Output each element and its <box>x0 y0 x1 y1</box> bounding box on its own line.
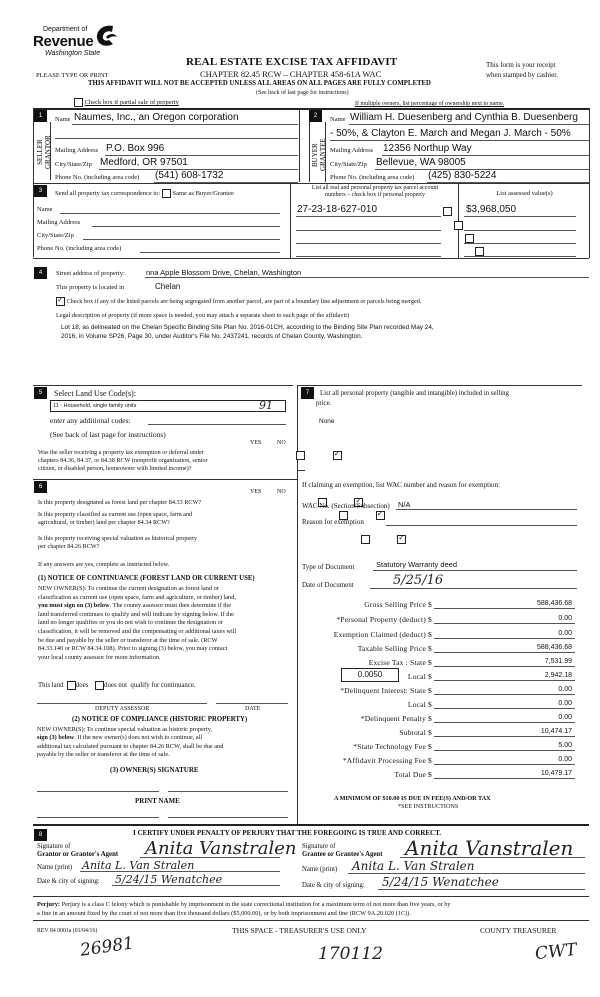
dollar-sign: $ <box>428 658 432 667</box>
notice1-l4: land transferred continues to qualify and will indicate by signing below. If the <box>38 610 234 618</box>
additional-codes-input[interactable] <box>148 424 286 425</box>
seller-mailing-address[interactable]: P.O. Box 996 <box>106 143 165 154</box>
grantee-sig-label-1: Signature of <box>302 843 336 850</box>
segregated-label: Check box if any of the listed parcels are being segregated from another parcel, are part of a boundary line adjustment or parcels being merged. <box>66 297 422 305</box>
s1-mailing-label: Mailing Address <box>55 147 99 154</box>
s5-yes-header: YES <box>250 440 262 446</box>
perjury-line1 <box>37 901 592 910</box>
owner-signature-2[interactable] <box>168 791 288 792</box>
section-1-badge: 1 <box>34 110 47 122</box>
s3-name-label: Name <box>37 206 53 213</box>
s2-name-line2 <box>330 140 589 141</box>
dollar-sign: $ <box>428 686 432 695</box>
s5-see-back: (See back of last page for instructions) <box>50 430 166 439</box>
dollar-sign: $ <box>428 742 432 751</box>
grantee-date-city[interactable]: 5/24/15 Wenatchee <box>382 875 499 889</box>
assessed-value-1[interactable]: $3,968,050 <box>466 204 517 215</box>
perjury-l1-text: Perjury is a class C felony which is punishable by imprisonment in the state correctional institution for a maximum term of not more than five years, or by <box>61 901 451 908</box>
located-city[interactable]: Chelan <box>155 282 181 291</box>
handwritten-number-center: 170112 <box>318 944 383 964</box>
assessed-header: List assessed value(s) <box>496 190 553 197</box>
s1-s2-divider <box>299 108 300 182</box>
owner-signature-1[interactable] <box>37 791 159 792</box>
grantor-print-name[interactable]: Anita L. Van Stralen <box>82 859 195 872</box>
s1-name-label: Name <box>55 116 71 123</box>
notice1-l5: land no longer qualifies or you do not wish to continue the designation or <box>38 619 223 627</box>
section-3-badge: 3 <box>34 185 47 197</box>
s7-top-border <box>297 385 582 386</box>
section-2-badge: 2 <box>309 110 322 122</box>
street-label: Street address of property: <box>56 270 125 277</box>
send-correspondence-label <box>55 189 234 198</box>
dor-logo <box>33 24 128 64</box>
grantee-date-label: Date & city of signing: <box>302 882 365 889</box>
tax-value[interactable]: 0.00 <box>434 628 575 639</box>
notice1-l9: your local county assessor for more information. <box>38 653 161 661</box>
dollar-sign: $ <box>428 756 432 765</box>
tax-row-excise-local <box>300 670 590 684</box>
continuance-row <box>38 681 196 690</box>
s6-q3-no-checkbox[interactable] <box>397 535 406 544</box>
frame-right <box>589 108 590 258</box>
wac-value[interactable]: N/A <box>398 500 411 509</box>
s5-q-line1: Was the seller receiving a property tax exemption or deferral under <box>38 449 204 456</box>
grantor-sig-line <box>140 857 280 858</box>
s3-bottom-border <box>33 258 589 259</box>
tax-label: Subtotal <box>399 728 426 737</box>
legal-description-line1[interactable]: Lot 18, as delineated on the Chelan Specific Binding Site Plan No. 2016-01CH, according to the Binding Site Plan recorded May 24, <box>61 324 434 331</box>
notice1-l8: 84.33.140 or RCW 84.34.108). Prior to signing (3) below, you may contact <box>38 645 228 653</box>
street-line <box>145 277 589 278</box>
s6-q2-no-checkbox[interactable] <box>376 511 385 520</box>
tax-label: *Personal Property (deduct) <box>336 615 426 624</box>
multiple-owners-note: If multiple owners, list percentage of ownership next to name. <box>355 101 505 107</box>
s6-q2-line2: agricultural, or timber) land per chapter 84.34 RCW? <box>38 519 170 526</box>
tax-value[interactable]: 10,474.17 <box>434 726 575 737</box>
notice1-l3-bold: you must sign on (3) below <box>38 602 110 610</box>
land-use-value: 11 - Household, single family units <box>53 403 137 409</box>
does-not-qualify-checkbox[interactable] <box>95 681 104 690</box>
tax-label: Total Due <box>394 770 426 779</box>
receipt-note-1: This form is your receipt <box>486 61 556 69</box>
legal-description-line2[interactable]: 2016, in Volume SP26, Page 30, under Auditor's File No. 2437241, records of Chelan County, Washington. <box>61 333 363 340</box>
s1-phone-label: Phone No. (including area code) <box>55 174 140 181</box>
located-label: This property is located in <box>56 284 125 291</box>
grantee-label: GRANTEE <box>319 138 327 172</box>
tax-row-total-due <box>300 768 590 782</box>
tax-label: Exemption Claimed (deduct) <box>333 630 426 639</box>
grantor-label: GRANTOR <box>44 135 52 170</box>
s6-q2-line1: Is this property classified as current use (open space, farm and <box>38 511 193 518</box>
grantee-date-line <box>378 889 585 890</box>
tax-value[interactable]: 0.00 <box>434 754 575 765</box>
wac-line <box>396 509 577 510</box>
tax-row-personal-property <box>300 613 590 627</box>
grantor-date-line <box>112 885 280 886</box>
personal-property-value[interactable]: None <box>319 418 335 425</box>
tax-value[interactable]: 5.00 <box>434 740 575 751</box>
partial-sale-label: Check box if partial sale of property <box>84 98 179 106</box>
warning-text: THIS AFFIDAVIT WILL NOT BE ACCEPTED UNLESS ALL AREAS ON ALL PAGES ARE FULLY COMPLETED <box>88 80 431 87</box>
s3-city-input[interactable] <box>83 239 280 240</box>
logo-line1: Department of <box>43 26 88 33</box>
treasurer-use-only: THIS SPACE - TREASURER'S USE ONLY <box>232 926 367 935</box>
personal-property-label: List all personal property (tangible and intangible) included in selling <box>320 390 509 397</box>
grantor-date-city[interactable]: 5/24/15 Wenatchee <box>115 873 223 886</box>
notice-continuance-body <box>38 585 296 662</box>
section-4-badge: 4 <box>34 267 47 279</box>
dollar-sign: $ <box>428 630 432 639</box>
notice1-l3 <box>38 602 296 611</box>
buyer-name[interactable]: William H. Duesenberg and Cynthia B. Duesenberg <box>350 112 578 123</box>
seller-label: SELLER <box>36 139 44 166</box>
notice2-l2-rest: . If the new owner(s) does not wish to continue, all <box>74 734 203 742</box>
seller-name[interactable]: Naumes, Inc., an Oregon corporation <box>74 112 239 123</box>
section-5-badge: 5 <box>34 387 47 399</box>
tax-value[interactable]: 10,479.17 <box>434 768 575 779</box>
parcel-header-line1: List all real and personal property tax parcel account <box>311 185 439 191</box>
doc-date-label: Date of Document <box>302 581 354 589</box>
s1-name-line2 <box>55 138 298 139</box>
value-line-1 <box>464 216 576 217</box>
grantor-sig-label <box>37 843 118 859</box>
handwritten-initials: CWT <box>534 939 578 965</box>
does-not-label: does not <box>104 682 128 690</box>
tax-row-delinquent-penalty <box>300 712 590 726</box>
print-name-label: PRINT NAME <box>135 797 180 805</box>
parcel-header-line2: numbers – check box if personal property <box>325 192 425 198</box>
notice1-l3-rest: . The county assessor must then determine if the <box>109 602 231 610</box>
doc-date-value[interactable]: 5/25/16 <box>393 573 444 588</box>
segregated-row[interactable] <box>56 297 421 306</box>
please-type-note: PLEASE TYPE OR PRINT <box>36 72 109 79</box>
s3-phone-label: Phone No. (including area code) <box>37 245 122 252</box>
dollar-sign: $ <box>428 615 432 624</box>
owner-print-name-1[interactable] <box>37 817 159 818</box>
s2-name-line <box>349 124 589 125</box>
buyer-grantee-label <box>311 135 325 175</box>
grantor-sig-label-2: Grantor or Grantor's Agent <box>37 851 119 858</box>
exemption-label: If claiming an exemption, list WAC number and reason for exemption: <box>302 481 500 489</box>
s3-mailing-label: Mailing Address <box>37 219 81 226</box>
buyer-label: BUYER <box>311 143 319 167</box>
street-address[interactable]: nna Apple Blossom Drive, Chelan, Washington <box>146 268 302 277</box>
tax-label: Local <box>407 700 426 709</box>
notice2-l2-bold: sign (3) below <box>37 734 75 742</box>
dollar-sign: $ <box>428 700 432 709</box>
assessed-value-3[interactable] <box>464 243 576 244</box>
doc-type-label: Type of Document <box>302 563 355 571</box>
section-6-badge: 6 <box>34 481 47 493</box>
notice-continuance-title: (1) NOTICE OF CONTINUANCE (FOREST LAND OR CURRENT USE) <box>38 575 255 582</box>
additional-codes-label: enter any additional codes: <box>50 416 131 425</box>
certify-statement: I CERTIFY UNDER PENALTY OF PERJURY THAT THE FOREGOING IS TRUE AND CORRECT. <box>133 829 442 837</box>
parcel-header <box>292 185 458 199</box>
segregated-checkbox[interactable] <box>56 297 65 306</box>
s3-mailing-input[interactable] <box>92 226 280 227</box>
local-rate-box[interactable]: 0.0050 <box>341 668 399 682</box>
tax-label: Taxable Selling Price <box>357 644 426 653</box>
notice-compliance-body <box>37 726 295 760</box>
grantee-name-line <box>348 873 585 874</box>
tax-row-gross <box>300 598 590 612</box>
s6-q3-line2: per chapter 84.26 RCW? <box>38 543 100 550</box>
land-use-label: Select Land Use Code(s): <box>54 389 136 398</box>
s6-q3-yes-checkbox[interactable] <box>361 535 370 544</box>
owner-print-name-2[interactable] <box>168 817 288 818</box>
s5-q-line3: citizen, or disabled person, homeowner with limited income)? <box>38 465 192 472</box>
s8-top-border <box>33 824 589 826</box>
tax-value[interactable]: 0.00 <box>434 712 575 723</box>
s1-name-line <box>72 124 298 125</box>
buyer-city-state-zip[interactable]: Bellevue, WA 98005 <box>376 157 466 168</box>
grantee-print-name[interactable]: Anita L. Van Stralen <box>352 859 475 873</box>
wac-label: WAC No. (Section/Subsection) <box>302 502 390 510</box>
personal-property-label-2: price. <box>316 400 332 407</box>
doc-date-line <box>370 588 577 589</box>
form-number: REV 84 0001a (01/04/16) <box>37 928 98 934</box>
tax-value[interactable]: 0.00 <box>434 698 575 709</box>
s6-q3 <box>38 535 197 551</box>
send-correspondence-text: Send all property tax correspondence to: <box>55 189 161 197</box>
assessed-value-2[interactable] <box>464 230 576 231</box>
notice1-l7: be due and payable by the seller or transferor at the time of sale. (RCW <box>38 636 218 644</box>
instructions-note: (See back of last page for instructions) <box>256 90 349 96</box>
does-label: does <box>75 682 89 690</box>
see-instructions-note: *SEE INSTRUCTIONS <box>398 803 459 810</box>
dollar-sign: $ <box>428 728 432 737</box>
parcel-1-personal-checkbox[interactable] <box>443 207 452 216</box>
s6-q2 <box>38 511 192 527</box>
tax-label: *Delinquent Interest: State <box>340 686 426 695</box>
dollar-sign: $ <box>428 644 432 653</box>
logo-line3: Washington State <box>45 50 101 57</box>
s3-parcel-divider <box>290 183 291 258</box>
perjury-bold: Perjury: <box>37 901 61 908</box>
tax-value[interactable]: 0.00 <box>434 613 575 624</box>
dollar-sign: $ <box>428 600 432 609</box>
s5-question <box>38 449 248 473</box>
tax-row-tech-fee <box>300 740 590 754</box>
partial-sale-checkbox[interactable] <box>74 98 83 107</box>
qualify-label: qualify for continuance. <box>130 682 196 690</box>
buyer-name-line2[interactable]: - 50%, & Clayton E. March and Megan J. March - 50% <box>330 128 571 139</box>
s5-no-checkbox[interactable] <box>333 451 342 460</box>
dollar-sign: $ <box>428 672 432 681</box>
this-land-label: This land <box>38 682 64 690</box>
s6-no-header: NO <box>277 489 286 495</box>
tax-label: *State Technology Fee <box>353 742 426 751</box>
tax-value[interactable]: 7,531.99 <box>434 656 575 667</box>
tax-label: Excise Tax : State <box>368 658 426 667</box>
tax-row-processing-fee <box>300 754 590 768</box>
grantor-name-label: Name (print) <box>37 864 73 871</box>
notice2-l4: payable by the seller or transferor at the time of sale. <box>37 751 170 759</box>
doc-type-line <box>373 570 577 571</box>
grantee-name-label: Name (print) <box>302 866 338 873</box>
section-7-badge: 7 <box>301 387 314 399</box>
parcel-line-1 <box>296 216 441 217</box>
owner-signature-title: (3) OWNER(S) SIGNATURE <box>110 766 199 774</box>
s3-name-input[interactable] <box>60 213 280 214</box>
s5-q-line2: chapters 84.36, 84.37, or 84.38 RCW (nonprofit organization, senior <box>38 457 208 464</box>
grantee-sig-label <box>302 843 382 859</box>
notice1-l2: classification as current use (open space, farm and agriculture, or timber) land, <box>38 593 236 601</box>
tax-row-subtotal <box>300 726 590 740</box>
parcel-number-1[interactable]: 27-23-18-627-010 <box>297 204 378 215</box>
buyer-mailing-address[interactable]: 12356 Northup Way <box>383 143 472 154</box>
notice1-l1: NEW OWNER(S): To continue the current designation as forest land or <box>38 585 219 592</box>
handwritten-number-left: 26981 <box>78 933 136 961</box>
s1-mailing-line <box>105 155 298 156</box>
tax-row-delinquent-local <box>300 698 590 712</box>
parcel-number-4[interactable] <box>296 256 441 257</box>
handwritten-code: 91 <box>259 399 273 412</box>
tax-value[interactable]: 2,942.18 <box>434 670 575 681</box>
notice-compliance-title: (2) NOTICE OF COMPLIANCE (HISTORIC PROPERTY) <box>72 716 248 723</box>
parcel-number-2[interactable] <box>296 230 441 231</box>
deputy-assessor-label: DEPUTY ASSESSOR <box>95 706 150 712</box>
parcel-3-personal-checkbox[interactable] <box>465 234 474 243</box>
parcel-number-3[interactable] <box>296 243 441 244</box>
buyer-phone[interactable]: (425) 830-5224 <box>428 170 497 181</box>
grantor-sig-label-1: Signature of <box>37 843 71 850</box>
tax-value[interactable]: 0.00 <box>434 684 575 695</box>
dollar-sign: $ <box>428 770 432 779</box>
tax-label: Gross Selling Price <box>364 600 426 609</box>
dollar-sign: $ <box>428 714 432 723</box>
s3-top-border <box>33 183 589 184</box>
minimum-due-note: A MINIMUM OF $10.00 IS DUE IN FEE(S) AND/OR TAX <box>334 795 491 802</box>
s5-yes-checkbox[interactable] <box>296 451 305 460</box>
notice2-l2 <box>37 734 295 742</box>
land-use-select[interactable] <box>50 400 286 412</box>
grantee-signature[interactable]: Anita Vanstralen <box>405 836 574 860</box>
tax-label: *Delinquent Penalty <box>360 714 426 723</box>
notice2-l3: additional tax calculated pursuant to chapter 84.26 RCW, shall be due and <box>37 742 224 750</box>
assessed-value-4[interactable] <box>464 256 576 257</box>
s2-mailing-line <box>382 155 589 156</box>
reason-label: Reason for exemption <box>302 518 364 526</box>
s2-phone-label: Phone No. (including area code) <box>330 174 415 181</box>
seller-city-state-zip[interactable]: Medford, OR 97501 <box>100 157 188 168</box>
doc-type-value[interactable]: Statutory Warranty deed <box>376 560 458 569</box>
tax-label: Local <box>407 672 426 681</box>
s2-city-label: City/State/Zip <box>330 161 367 168</box>
notice1-l6: classification, it will be removed and the compensating or additional taxes will <box>38 627 237 635</box>
notice2-l1: NEW OWNER(S): To continue special valuation as historic property, <box>37 726 213 733</box>
grantor-name-line <box>80 871 280 872</box>
page-subtitle: CHAPTER 82.45 RCW – CHAPTER 458-61A WAC <box>200 69 382 79</box>
seller-phone[interactable]: (541) 608-1732 <box>155 170 224 181</box>
perjury-bottom-border <box>33 920 589 921</box>
parcel-2-personal-checkbox[interactable] <box>454 221 463 230</box>
tax-value[interactable]: 588,436.68 <box>434 642 575 653</box>
s3-phone-input[interactable] <box>140 252 280 253</box>
logo-line2: Revenue <box>33 33 94 50</box>
receipt-note-2: when stamped by cashier. <box>486 71 558 79</box>
same-as-buyer-checkbox[interactable] <box>162 189 171 198</box>
tax-row-taxable <box>300 642 590 656</box>
tax-row-exemption <box>300 628 590 642</box>
perjury-notice <box>37 901 592 918</box>
same-as-buyer-label: Same as Buyer/Grantee <box>172 189 234 197</box>
legal-description-label: Legal description of property (if more space is needed, you may attach a separate sheet to each page of the affidavit) <box>56 312 350 319</box>
grantee-sig-line <box>400 857 585 858</box>
tax-label: *Affidavit Processing Fee <box>342 756 426 765</box>
s7-divider-tick <box>297 470 305 471</box>
county-treasurer-label: COUNTY TREASURER <box>480 926 557 935</box>
s2-name-label: Name <box>330 116 346 123</box>
s1-city-label: City/State/Zip <box>55 161 92 168</box>
does-qualify-checkbox[interactable] <box>67 681 76 690</box>
deputy-date-label: DATE <box>245 706 261 712</box>
if-yes-note: If any answers are yes, complete as instructed below. <box>38 561 170 568</box>
s6-top-border <box>33 479 297 480</box>
grantor-date-label: Date & city of signing: <box>37 878 100 885</box>
s6-q3-line1: Is this property receiving special valuation as historical property <box>38 535 198 542</box>
seller-grantor-label <box>36 130 50 175</box>
s5-top-border <box>33 385 293 386</box>
s3-city-label: City/State/Zip <box>37 232 74 239</box>
grantee-sig-label-2: Grantee or Grantee's Agent <box>302 851 383 858</box>
reason-input[interactable] <box>386 525 577 526</box>
s2-mailing-label: Mailing Address <box>330 147 374 154</box>
perjury-top-border <box>33 896 589 897</box>
deputy-date-input[interactable] <box>216 703 288 704</box>
partial-sale-checkbox-row[interactable] <box>74 98 179 107</box>
tax-row-delinquent-state <box>300 684 590 698</box>
section-8-badge: 8 <box>34 829 47 841</box>
s5-no-header: NO <box>277 440 286 446</box>
tax-value[interactable]: 588,436.68 <box>434 598 575 609</box>
s6-yes-header: YES <box>250 489 262 495</box>
dor-swirl-icon <box>93 24 119 48</box>
grantor-signature[interactable]: Anita Vanstralen <box>145 838 297 859</box>
parcel-4-personal-checkbox[interactable] <box>475 247 484 256</box>
perjury-line2: a fine in an amount fixed by the court of not more than five thousand dollars ($5,000.00), or by both imprisonment and fine (RCW 9A.20.020 (1C)). <box>37 909 411 917</box>
deputy-assessor-signature[interactable] <box>37 703 207 704</box>
s6-q1: Is this property designated as forest land per chapter 84.33 RCW? <box>38 499 202 506</box>
page-title: REAL ESTATE EXCISE TAX AFFIDAVIT <box>186 56 398 68</box>
